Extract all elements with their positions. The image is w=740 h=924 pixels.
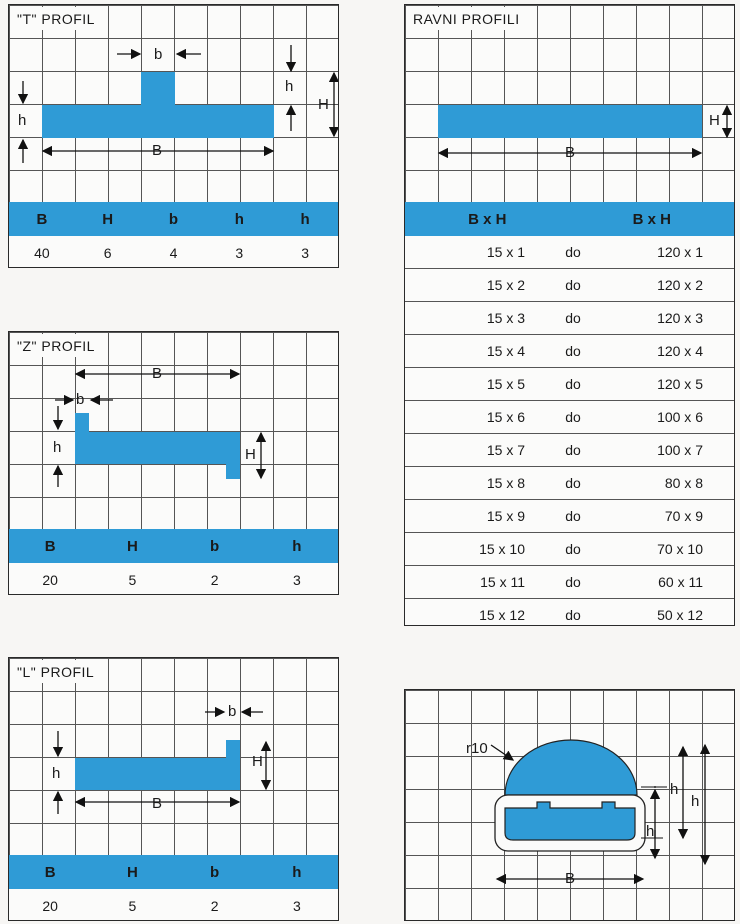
flat-profile-row <box>405 599 734 626</box>
flat-profile-max-size: 120 x 1 <box>657 244 703 260</box>
flat-profile-range-word: do <box>565 475 581 491</box>
flat-profiles-header-from: B x H <box>468 210 507 228</box>
z-profile-header-H: H <box>126 537 138 555</box>
flat-profile-min-size: 15 x 2 <box>486 277 525 293</box>
flat-profile-row <box>405 269 734 302</box>
l-profile-value-b: 2 <box>210 897 219 914</box>
flat-profile-max-size: 80 x 8 <box>664 475 703 491</box>
flat-profiles-header-row <box>405 202 734 236</box>
z-profile-title: "Z" PROFIL <box>11 334 101 357</box>
z-profile-dim-b: b <box>76 391 85 408</box>
t-profile-dim-H: H <box>318 96 329 113</box>
t-profile-header-h2: h <box>300 210 310 228</box>
l-profile-panel <box>8 657 339 921</box>
flat-profile-row <box>405 434 734 467</box>
flat-profile-max-size: 50 x 12 <box>657 607 703 623</box>
z-profile-values-row <box>9 563 338 595</box>
flat-profiles-panel <box>404 4 735 626</box>
flat-profile-row <box>405 236 734 269</box>
flat-profile-max-size: 120 x 4 <box>657 343 703 359</box>
t-profile-flange <box>42 105 274 138</box>
handrail-dim-h1: h <box>670 781 679 798</box>
t-profile-title: "T" PROFIL <box>11 7 101 30</box>
l-profile-dim-H: H <box>252 753 263 770</box>
l-profile-values-row <box>9 889 338 921</box>
t-profile-header-h1: h <box>234 210 244 228</box>
flat-profiles-header-to: B x H <box>632 210 671 228</box>
flat-profile-max-size: 60 x 11 <box>658 574 703 590</box>
l-profile-header-h: h <box>292 863 302 881</box>
flat-profile-min-size: 15 x 9 <box>486 508 525 524</box>
t-profile-dim-h2: h <box>285 78 294 95</box>
l-profile-title: "L" PROFIL <box>11 660 100 683</box>
z-profile-header-row <box>9 529 338 563</box>
l-profile-header-B: B <box>44 863 56 881</box>
flat-profile-max-size: 120 x 5 <box>657 376 703 392</box>
l-profile-dim-B: B <box>152 795 163 812</box>
l-profile-value-H: 5 <box>128 897 137 914</box>
z-profile-bottom-lip <box>226 463 240 479</box>
z-profile-value-h: 3 <box>292 571 301 588</box>
flat-profile-min-size: 15 x 3 <box>486 310 525 326</box>
z-profile-header-h: h <box>292 537 302 555</box>
z-profile-panel <box>8 331 339 595</box>
flat-profile-range-word: do <box>565 508 581 524</box>
flat-profile-min-size: 15 x 10 <box>479 541 525 557</box>
l-profile-dim-h: h <box>52 765 61 782</box>
flat-profile-range-word: do <box>565 343 581 359</box>
flat-profile-min-size: 15 x 6 <box>486 409 525 425</box>
handrail-dome-shape <box>505 740 637 795</box>
flat-profile-row <box>405 467 734 500</box>
flat-profile-row <box>405 335 734 368</box>
flat-profile-row <box>405 368 734 401</box>
z-profile-top-lip <box>75 413 89 433</box>
flat-profile-row <box>405 566 734 599</box>
flat-profile-range-word: do <box>565 541 581 557</box>
z-profile-header-B: B <box>44 537 56 555</box>
flat-profile-range-word: do <box>565 607 581 623</box>
handrail-dim-h3: h <box>691 793 700 810</box>
t-profile-value-h1: 3 <box>235 244 244 261</box>
flat-profiles-dim-B: B <box>565 144 576 161</box>
t-profile-value-B: 40 <box>34 244 50 261</box>
flat-profile-max-size: 120 x 3 <box>657 310 703 326</box>
flat-profiles-title: RAVNI PROFILI <box>407 7 526 30</box>
flat-profile-min-size: 15 x 8 <box>486 475 525 491</box>
flat-profile-row <box>405 401 734 434</box>
t-profile-header-H: H <box>102 210 114 228</box>
handrail-insert-shape <box>505 802 635 840</box>
z-profile-dim-B: B <box>152 365 163 382</box>
flat-profile-min-size: 15 x 11 <box>480 574 525 590</box>
t-profile-panel <box>8 4 339 268</box>
l-profile-header-H: H <box>126 863 138 881</box>
flat-profile-min-size: 15 x 7 <box>486 442 525 458</box>
t-profile-header-B: B <box>36 210 48 228</box>
flat-profile-max-size: 70 x 10 <box>657 541 703 557</box>
flat-profile-min-size: 15 x 1 <box>486 244 525 260</box>
flat-profile-max-size: 100 x 6 <box>657 409 703 425</box>
flat-profile-range-word: do <box>565 409 581 425</box>
flat-profile-range-word: do <box>565 277 581 293</box>
l-profile-dim-b: b <box>228 703 237 720</box>
z-profile-value-H: 5 <box>128 571 137 588</box>
flat-profile-row <box>405 533 734 566</box>
flat-profile-row <box>405 500 734 533</box>
l-profile-header-b: b <box>210 863 220 881</box>
t-profile-header-row <box>9 202 338 236</box>
t-profile-value-b: 4 <box>169 244 178 261</box>
flat-profile-range-word: do <box>565 442 581 458</box>
flat-profile-row <box>405 302 734 335</box>
flat-profile-max-size: 120 x 2 <box>657 277 703 293</box>
z-profile-value-b: 2 <box>210 571 219 588</box>
flat-profile-max-size: 100 x 7 <box>657 442 703 458</box>
flat-profiles-dim-H: H <box>709 112 720 129</box>
t-profile-dim-h1: h <box>18 112 27 129</box>
l-profile-base <box>75 758 240 790</box>
t-profile-stem <box>141 72 175 106</box>
z-profile-dim-h: h <box>53 439 62 456</box>
flat-profile-min-size: 15 x 5 <box>486 376 525 392</box>
flat-profile-min-size: 15 x 4 <box>486 343 525 359</box>
handrail-dim-r10: r10 <box>466 740 488 757</box>
flat-profiles-size-list <box>405 236 734 626</box>
l-profile-value-B: 20 <box>42 897 58 914</box>
handrail-dim-h2: h <box>646 823 655 840</box>
flat-profile-range-word: do <box>565 376 581 392</box>
l-profile-header-row <box>9 855 338 889</box>
t-profile-values-row <box>9 236 338 268</box>
handrail-outer-rail <box>495 795 645 851</box>
flat-profile-range-word: do <box>565 244 581 260</box>
t-profile-dim-B: B <box>152 142 163 159</box>
t-profile-header-b: b <box>168 210 179 228</box>
l-profile-value-h: 3 <box>292 897 301 914</box>
z-profile-value-B: 20 <box>42 571 58 588</box>
flat-profile-min-size: 15 x 12 <box>479 607 525 623</box>
flat-profiles-bar <box>438 105 702 138</box>
l-profile-leg <box>226 740 240 760</box>
handrail-profile-panel <box>404 689 735 921</box>
z-profile-header-b: b <box>210 537 220 555</box>
z-profile-dim-H: H <box>245 446 256 463</box>
flat-profile-range-word: do <box>565 310 581 326</box>
t-profile-value-H: 6 <box>103 244 112 261</box>
z-profile-web <box>75 432 240 464</box>
handrail-dim-B: B <box>565 870 576 887</box>
flat-profile-range-word: do <box>565 574 581 590</box>
flat-profile-max-size: 70 x 9 <box>664 508 703 524</box>
t-profile-value-h2: 3 <box>301 244 309 261</box>
t-profile-dim-b: b <box>154 46 163 63</box>
